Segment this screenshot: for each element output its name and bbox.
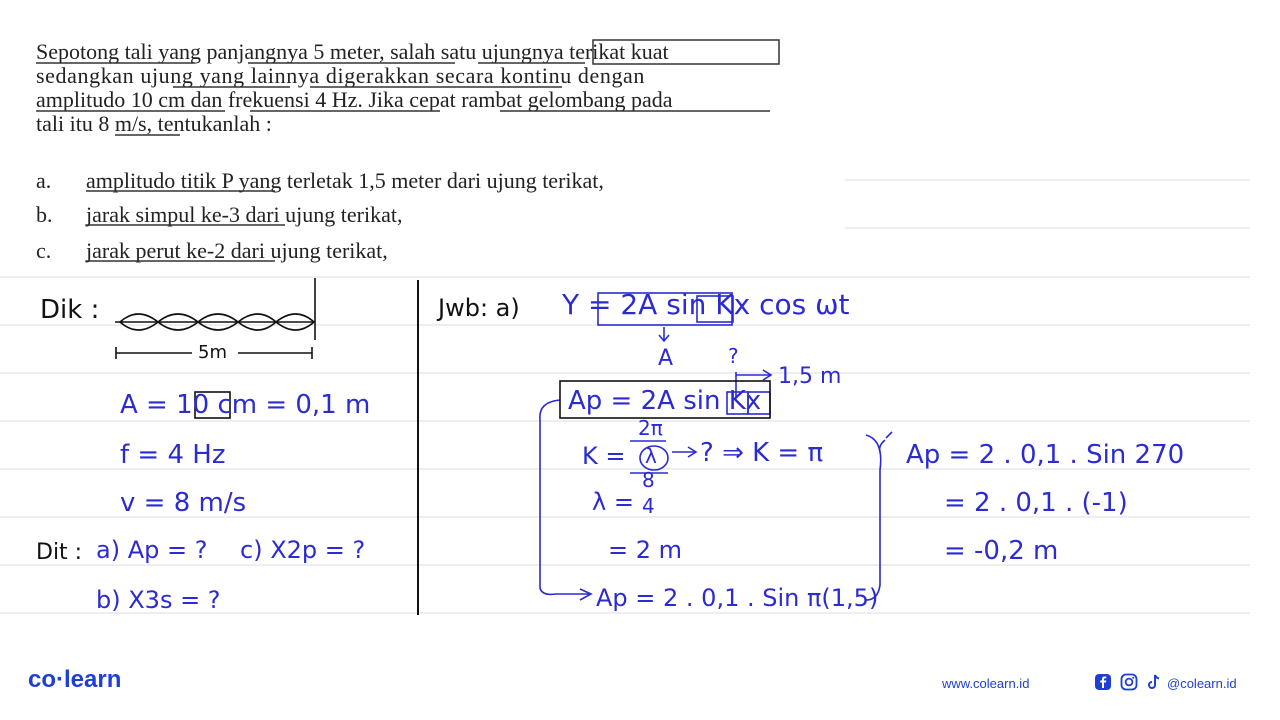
amplitude-value: A = 10 cm = 0,1 m — [120, 390, 371, 420]
k-denominator: λ — [645, 444, 657, 468]
question-line-4: tali itu 8 m/s, tentukanlah : — [36, 111, 272, 136]
option-b-label: b. — [36, 202, 53, 227]
facebook-icon[interactable] — [1094, 673, 1112, 691]
dit-label: Dit : — [36, 540, 83, 565]
dit-c: c) X2p = ? — [240, 536, 366, 564]
right-step-1: Ap = 2 . 0,1 . Sin 270 — [906, 440, 1185, 470]
question-line-2: sedangkan ujung yang lainnya digerakkan secara kontinu dengan — [36, 63, 646, 88]
option-c-label: c. — [36, 238, 52, 263]
length-label: 5m — [198, 342, 227, 363]
lambda-denominator: 4 — [642, 494, 655, 518]
dik-label: Dik : — [40, 295, 100, 325]
k-result: ? ⇒ K = π — [700, 438, 824, 468]
lambda-left: λ = — [592, 488, 634, 516]
ap-formula: Ap = 2A sin Kx — [568, 386, 762, 416]
right-step-3: = -0,2 m — [944, 536, 1059, 566]
ap-substituted: Ap = 2 . 0,1 . Sin π(1,5) — [596, 584, 879, 612]
frequency-value: f = 4 Hz — [120, 440, 226, 470]
lambda-numerator: 8 — [642, 468, 655, 492]
question-line-1: Sepotong tali yang panjangnya 5 meter, salah satu ujungnya terikat kuat — [36, 39, 669, 64]
option-a-text: amplitudo titik P yang terletak 1,5 meter dari ujung terikat, — [86, 168, 604, 193]
colearn-logo: co·learn — [28, 666, 122, 693]
option-b-text: jarak simpul ke-3 dari ujung terikat, — [86, 202, 403, 227]
option-a-label: a. — [36, 168, 52, 193]
right-step-2: = 2 . 0,1 . (-1) — [944, 488, 1128, 518]
arrow-a-label: A — [658, 346, 674, 371]
question-line-3: amplitudo 10 cm dan frekuensi 4 Hz. Jika cepat rambat gelombang pada — [36, 87, 673, 112]
k-formula-left: K = — [582, 442, 626, 470]
distance-value: 1,5 m — [778, 364, 842, 389]
speed-value: v = 8 m/s — [120, 488, 247, 518]
footer-handle[interactable]: @colearn.id — [1167, 676, 1237, 691]
wave-formula: Y = 2A sin Kx cos ωt — [562, 288, 850, 321]
jwb-label: Jwb: a) — [438, 294, 520, 322]
k-numerator: 2π — [638, 416, 663, 440]
lambda-result: = 2 m — [608, 536, 683, 564]
footer-url[interactable]: www.colearn.id — [942, 676, 1030, 691]
tiktok-icon[interactable] — [1145, 673, 1163, 691]
question-mark: ? — [728, 344, 739, 368]
option-c-text: jarak perut ke-2 dari ujung terikat, — [86, 238, 388, 263]
dit-a: a) Ap = ? — [96, 536, 208, 564]
instagram-icon[interactable] — [1120, 673, 1138, 691]
dit-b: b) X3s = ? — [96, 586, 221, 614]
